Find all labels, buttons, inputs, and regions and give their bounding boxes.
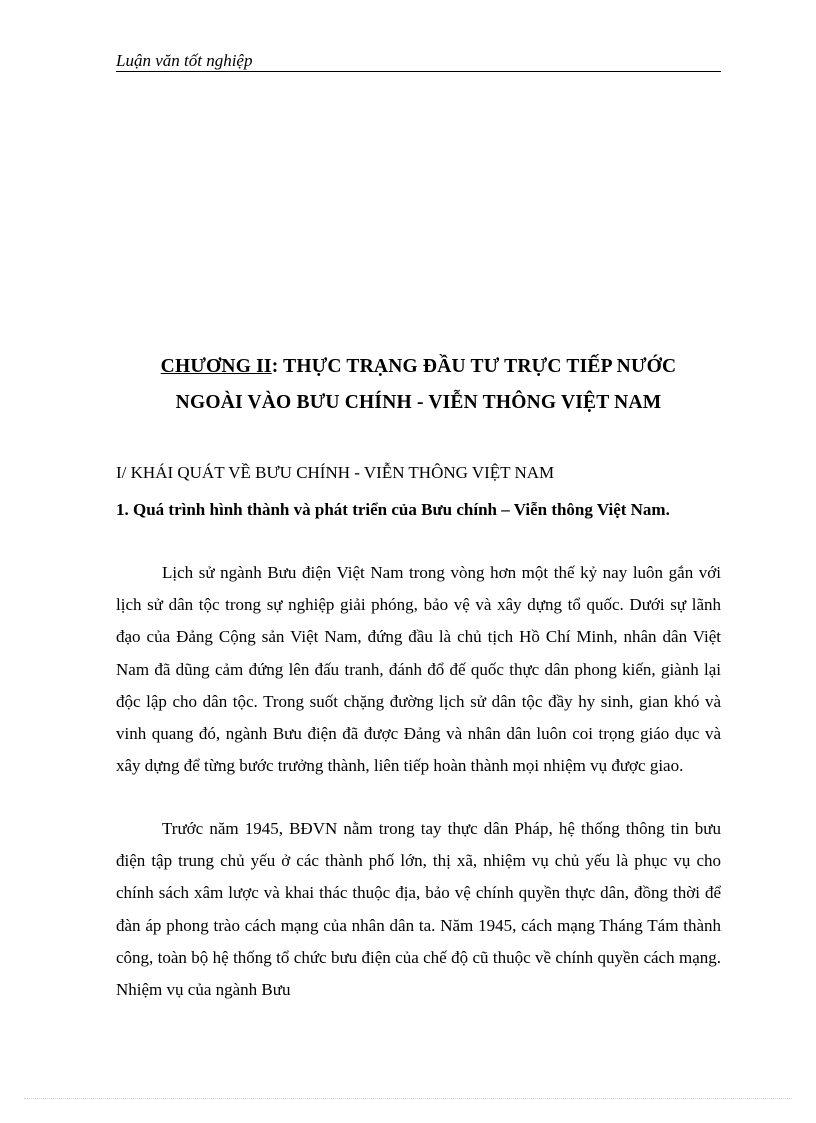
paragraph-2: Trước năm 1945, BĐVN nằm trong tay thực dân Pháp, hệ thống thông tin bưu điện tập trung chủ yếu ở các thành phố lớn, thị xã, nhiệm vụ chủ yếu là phục vụ cho chính sách xâm lược và khai thác thuộc địa, bảo vệ chính quyền thực dân, đồng thời để đàn áp phong trào cách mạng của nhân dân ta. Năm 1945, cách mạng Tháng Tám thành công, toàn bộ hệ thống tổ chức bưu điện của chế độ cũ thuộc về chính quyền cách mạng. Nhiệm vụ của ngành Bưu xyxy=(116,819,721,1000)
chapter-title-part-1: : THỰC TRẠNG ĐẦU TƯ TRỰC TIẾP NƯỚC xyxy=(271,356,677,377)
section-heading: I/ KHÁI QUÁT VỀ BƯU CHÍNH - VIỄN THÔNG VIỆT NAM xyxy=(116,463,555,482)
subsection-heading: 1. Quá trình hình thành và phát triển của Bưu chính – Viễn thông Việt Nam. xyxy=(116,500,670,519)
header-title: Luận văn tốt nghiệp xyxy=(116,51,253,70)
page-bottom-divider xyxy=(24,1098,792,1099)
chapter-title-line-2: NGOÀI VÀO BƯU CHÍNH - VIỄN THÔNG VIỆT NAM xyxy=(175,392,662,413)
chapter-label: CHƯƠNG II xyxy=(160,356,272,377)
chapter-title xyxy=(116,349,721,421)
paragraph-1: Lịch sử ngành Bưu điện Việt Nam trong vòng hơn một thế kỷ nay luôn gắn với lịch sử dân tộc trong sự nghiệp giải phóng, bảo vệ và xây dựng tổ quốc. Dưới sự lãnh đạo của Đảng Cộng sản Việt Nam, đứng đầu là chủ tịch Hồ Chí Minh, nhân dân Việt Nam đã dũng cảm đứng lên đấu tranh, đánh đổ đế quốc thực dân phong kiến, giành lại độc lập cho dân tộc. Trong suốt chặng đường lịch sử dân tộc đầy hy sinh, gian khó và vinh quang đó, ngành Bưu điện đã được Đảng và nhân dân luôn coi trọng giáo dục và xây dựng để từng bước trưởng thành, liên tiếp hoàn thành mọi nhiệm vụ được giao. xyxy=(116,563,721,776)
chapter-title-line-1 xyxy=(116,349,721,385)
page-header xyxy=(116,49,721,72)
